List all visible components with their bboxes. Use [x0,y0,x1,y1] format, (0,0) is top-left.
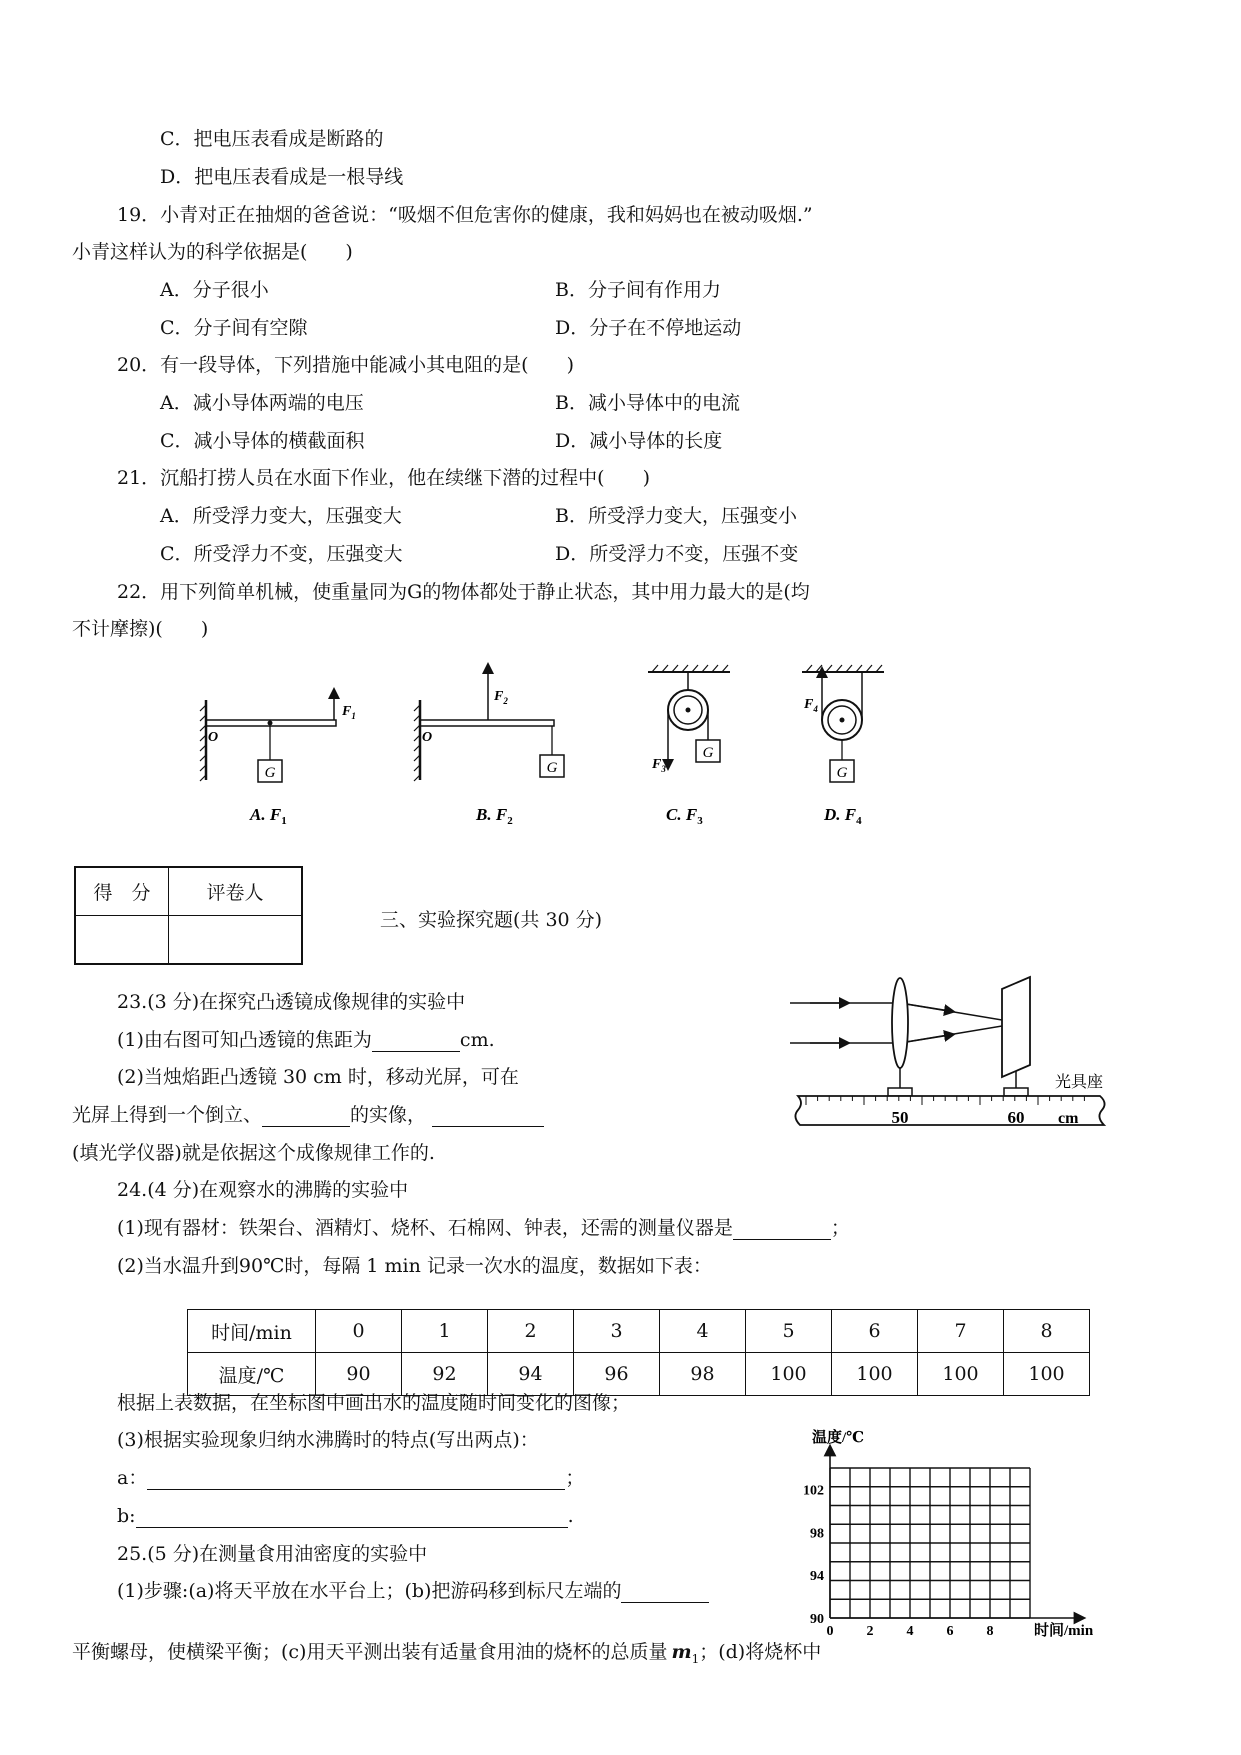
grader-header: 评卷人 [169,867,303,916]
q21-option-d: D．所受浮力不变，压强不变 [555,543,799,565]
q21-option-b: B．所受浮力变大，压强变小 [555,505,797,527]
graph-y-tick: 102 [803,1483,824,1499]
q20-option-b: B．减小导体中的电流 [555,392,740,414]
q19-option-d: D．分子在不停地运动 [555,317,742,339]
bench-label: 光具座 [1055,1074,1104,1091]
graph-y-tick: 98 [810,1526,824,1542]
force-f3-label: $F_3$ [652,757,666,774]
q23-focal-length-blank[interactable] [372,1033,460,1052]
q25-part1: (1)步骤:(a)将天平放在水平台上；(b)把游码移到标尺左端的 [117,1579,709,1603]
pivot-o-label: O [422,730,433,745]
time-cell: 6 [832,1310,918,1353]
temp-row-label: 温度/℃ [188,1353,316,1396]
q22-stem-line2: 不计摩擦)( ) [72,618,209,640]
q21-option-a: A．所受浮力变大，压强变大 [160,505,402,527]
q24-part2-instruction: 根据上表数据，在坐标图中画出水的温度随时间变化的图像； [117,1392,631,1414]
time-cell: 8 [1004,1310,1090,1353]
q22-figures [0,660,1241,840]
q23-instrument-blank[interactable] [432,1108,544,1127]
pivot-o-label: O [208,730,219,745]
time-cell: 1 [402,1310,488,1353]
weight-g-label: G [836,765,848,781]
q24-answer-a: a： ； [117,1467,585,1489]
score-table [74,866,303,965]
q19-option-c: C．分子间有空隙 [160,317,308,339]
q19-stem-line1: 19．小青对正在抽烟的爸爸说：“吸烟不但危害你的健康，我和妈妈也在被动吸烟.” [117,204,813,226]
q25-blank[interactable] [621,1584,709,1603]
section-3-heading: 三、实验探究题(共 30 分) [380,909,603,931]
caption-b: B. $F_2$ [476,805,513,827]
caption-a: A. $F_1$ [250,805,287,827]
q23-stem: 23.(3 分)在探究凸透镜成像规律的实验中 [117,991,466,1013]
q25-stem: 25.(5 分)在测量食用油密度的实验中 [117,1543,428,1565]
q21-stem: 21．沉船打捞人员在水面下作业，他在续继下潜的过程中( ) [117,467,651,489]
q24-temperature-graph [790,1418,1110,1648]
q25-part1-cont: 平衡螺母，使横梁平衡；(c)用天平测出装有适量食用油的烧杯的总质量 $m_1$；(d)将烧杯中 [72,1641,822,1666]
caption-d: D. $F_4$ [824,805,862,827]
time-cell: 3 [574,1310,660,1353]
force-f1-label: $F_1$ [342,704,356,721]
temp-cell: 100 [746,1353,832,1396]
q24-part1: (1)现有器材：铁架台、酒精灯、烧杯、石棉网、钟表，还需的测量仪器是 ； [117,1217,850,1239]
q19-option-a: A．分子很小 [160,279,269,301]
m1-symbol: m [671,1641,692,1663]
graph-x-tick: 2 [866,1624,874,1639]
graph-y-tick: 94 [810,1569,824,1585]
q24-instrument-blank[interactable] [733,1221,831,1240]
graph-y-tick: 90 [810,1612,824,1627]
q20-stem: 20．有一段导体，下列措施中能减小其电阻的是( ) [117,354,575,376]
q24-answer-a-blank[interactable] [147,1471,565,1490]
fixed-pulley-figure-c [648,665,730,774]
grader-cell[interactable] [169,916,303,965]
q20-option-d: D．减小导体的长度 [555,430,723,452]
q24-data-table [187,1309,1090,1396]
bench-tick-60: 60 [1007,1108,1025,1127]
q23-part3: 光屏上得到一个倒立、 的实像， [72,1103,544,1127]
graph-x-tick: 4 [906,1624,914,1639]
weight-g-label: G [702,745,714,761]
lever-figure-b [414,668,564,781]
bench-unit: cm [1058,1110,1079,1127]
q24-part2: (2)当水温升到90℃时，每隔 1 min 记录一次水的温度，数据如下表： [117,1255,712,1277]
bench-tick-50: 50 [891,1108,909,1127]
q18-option-d: D．把电压表看成是一根导线 [160,166,404,188]
temp-cell: 100 [1004,1353,1090,1396]
m1-subscript: 1 [691,1651,700,1666]
q24-answer-b: b: . [117,1505,574,1527]
q24-part3: (3)根据实验现象归纳水沸腾时的特点(写出两点)： [117,1429,539,1451]
force-f2-label: $F_2$ [494,689,508,706]
movable-pulley-figure-d [802,665,884,782]
graph-x-label: 时间/min [1034,1623,1094,1639]
q23-part1: (1)由右图可知凸透镜的焦距为 cm. [117,1029,495,1051]
graph-x-tick: 0 [826,1624,834,1639]
graph-x-tick: 8 [986,1624,994,1639]
time-cell: 5 [746,1310,832,1353]
q22-stem-line1: 22．用下列简单机械，使重量同为G的物体都处于静止状态，其中用力最大的是(均 [117,581,810,603]
temp-cell: 90 [316,1353,402,1396]
time-cell: 2 [488,1310,574,1353]
time-row-label: 时间/min [188,1310,316,1353]
temp-cell: 96 [574,1353,660,1396]
temp-cell: 100 [918,1353,1004,1396]
q23-part4: (填光学仪器)就是依据这个成像规律工作的. [72,1142,435,1164]
optical-bench-figure [790,975,1130,1130]
q24-answer-b-blank[interactable] [136,1509,568,1528]
temp-cell: 100 [832,1353,918,1396]
time-cell: 7 [918,1310,1004,1353]
q23-part2: (2)当烛焰距凸透镜 30 cm 时，移动光屏，可在 [117,1066,519,1088]
q19-option-b: B．分子间有作用力 [555,279,721,301]
force-f4-label: $F_4$ [804,697,818,714]
time-cell: 4 [660,1310,746,1353]
weight-g-label: G [264,765,276,781]
weight-g-label: G [546,760,558,776]
lever-figure-a [200,693,356,782]
q20-option-a: A．减小导体两端的电压 [160,392,364,414]
time-cell: 0 [316,1310,402,1353]
q19-stem-line2: 小青这样认为的科学依据是( ) [72,241,353,263]
q20-option-c: C．减小导体的横截面积 [160,430,365,452]
temp-cell: 98 [660,1353,746,1396]
score-cell[interactable] [75,916,169,965]
graph-x-tick: 6 [946,1624,954,1639]
q23-image-size-blank[interactable] [262,1108,350,1127]
q18-option-c: C．把电压表看成是断路的 [160,128,384,150]
temp-cell: 92 [402,1353,488,1396]
q21-option-c: C．所受浮力不变，压强变大 [160,543,403,565]
score-header: 得 分 [75,867,169,916]
temp-cell: 94 [488,1353,574,1396]
caption-c: C. $F_3$ [666,805,703,827]
graph-y-label: 温度/℃ [812,1430,865,1446]
q24-stem: 24.(4 分)在观察水的沸腾的实验中 [117,1179,409,1201]
